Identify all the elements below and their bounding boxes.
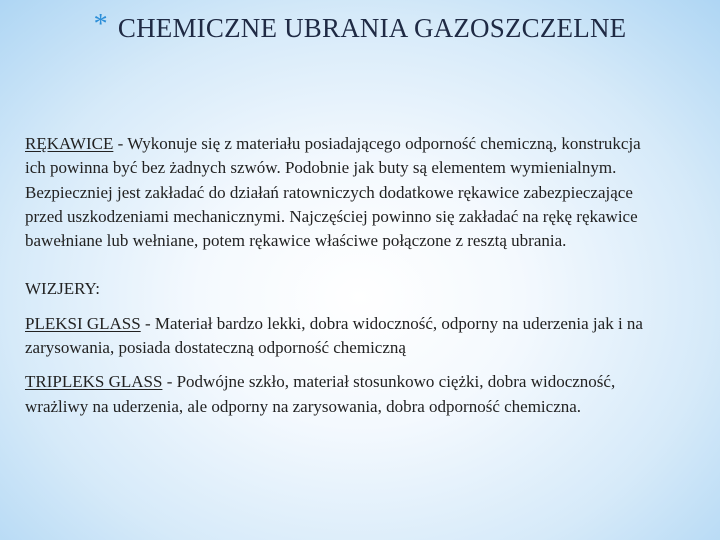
title-bullet-icon: *: [93, 9, 108, 40]
gloves-description: - Wykonuje się z materiału posiadającego odporność chemiczną, konstrukcja ich powinna być bez żadnych szwów. Podobnie jak buty są elementem wymienialnym. Bezpieczniej jest zakładać do działań ratowniczych dodatkowe rękawice zabezpieczające przed uszkodzeniami mechanicznymi. Najczęściej powinno się zakładać na rękę rękawice bawełniane lub wełniane, potem rękawice właściwe połączone z resztą ubrania.: [25, 134, 641, 251]
tripleks-term: TRIPLEKS GLASS: [25, 372, 163, 392]
gloves-term: RĘKAWICE: [25, 134, 114, 153]
gloves-paragraph: [25, 132, 665, 253]
pleksi-term: PLEKSI GLASS: [25, 313, 141, 333]
visors-heading: WIZJERY:: [25, 279, 100, 299]
slide-content: [25, 132, 665, 419]
slide-title-text: CHEMICZNE UBRANIA GAZOSZCZELNE: [117, 13, 627, 43]
tripleks-paragraph: [25, 370, 665, 419]
slide-title: [0, 10, 720, 46]
tripleks-description: - Podwójne szkło, materiał stosunkowo ciężki, dobra widoczność, wrażliwy na uderzenia, ale odporny na zarysowania, dobra odporność chemiczna.: [25, 372, 616, 416]
pleksi-description: - Materiał bardzo lekki, dobra widoczność, odporny na uderzenia jak i na zarysowania, posiada dostateczną odporność chemiczną: [25, 313, 643, 358]
pleksi-paragraph: [25, 312, 665, 361]
